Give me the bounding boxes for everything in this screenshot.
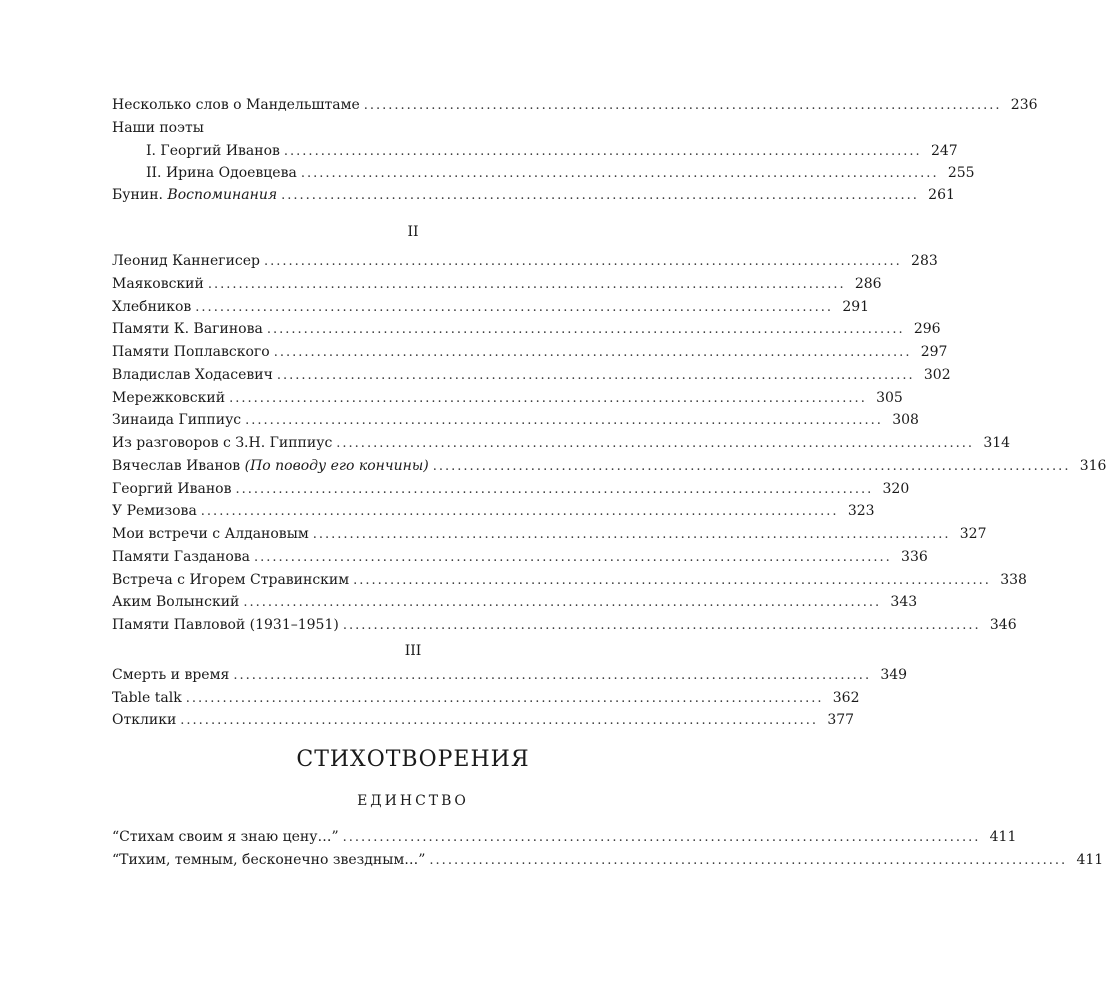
dot-leader: ........................................................................................................	[264, 254, 902, 269]
toc-entry-title	[112, 687, 182, 709]
toc-entry-page: 247	[930, 143, 958, 159]
toc-entry-page: 343	[890, 594, 918, 611]
toc-entry	[112, 318, 941, 340]
toc-entry	[112, 569, 1027, 591]
toc-entry	[112, 591, 918, 613]
toc-entry-title-main: “Стихам своим я знаю цену…”	[112, 829, 339, 845]
toc-entry-page: 323	[847, 503, 875, 520]
toc-entry-page: 377	[827, 712, 855, 728]
toc-entry-title	[112, 409, 241, 431]
toc-entry-page: 320	[882, 480, 910, 497]
toc-entry-title-main: Мережковский	[112, 389, 226, 406]
dot-leader: ........................................................................................................	[342, 618, 981, 633]
dot-leader: ........................................................................................................	[245, 413, 883, 429]
toc-entry	[112, 364, 951, 386]
dot-leader: ........................................................................................................	[312, 527, 951, 542]
toc-entry-title: II. Ирина Одоевцева	[146, 165, 297, 181]
toc-entry-title-italic: Воспоминания	[167, 187, 278, 203]
dot-leader: ........................................................................................................	[195, 299, 834, 315]
dot-leader: ........................................................................................................	[273, 345, 912, 360]
toc-entry-title-main: Памяти К. Вагинова	[112, 321, 263, 338]
toc-entry-title-main: Бунин.	[112, 187, 163, 203]
toc-entry-page: 297	[920, 344, 948, 360]
section-heading-2: II	[407, 224, 419, 240]
toc-entry-title-main: Смерть и время	[112, 667, 230, 683]
toc-entry-title	[112, 614, 339, 636]
dot-leader: ........................................................................................................	[207, 276, 846, 292]
toc-entry	[146, 140, 958, 162]
toc-entry-title-main: Из разговоров с З.Н. Гиппиус	[112, 435, 333, 451]
toc-entry-title	[112, 709, 176, 731]
dot-leader: ........................................................................................................	[336, 436, 975, 451]
toc-entry-title-main: Мои встречи с Алдановым	[112, 526, 309, 542]
dot-leader: ........................................................................................................	[363, 98, 1002, 113]
toc-entry-title	[112, 341, 270, 363]
toc-entry	[112, 614, 1017, 636]
toc-entry-title	[112, 664, 229, 686]
toc-entry-page: 308	[892, 412, 919, 429]
toc-entry	[112, 296, 870, 318]
toc-entry-title-main: Владислав Ходасевич	[112, 366, 273, 383]
toc-entry-page: 261	[928, 187, 955, 203]
toc-entry-title-main: У Ремизова	[112, 503, 197, 520]
toc-entry-page: 302	[923, 366, 951, 383]
toc-entry-page: 236	[1010, 97, 1038, 113]
toc-entry-page: 296	[913, 321, 941, 338]
dot-leader: ........................................................................................................	[266, 322, 905, 338]
toc-entry	[112, 826, 1017, 848]
dot-leader: ........................................................................................................	[432, 458, 1071, 474]
toc-entry-title-main: Памяти Поплавского	[112, 344, 270, 360]
toc-entry-title	[112, 546, 250, 568]
toc-entry-title	[112, 184, 277, 206]
dot-leader: ........................................................................................................	[200, 504, 839, 520]
toc-entry	[112, 849, 1104, 871]
toc-entry-title-main: Георгий Иванов	[112, 480, 232, 497]
toc-group-heading: Наши поэты	[112, 120, 204, 136]
toc-entry-title-main: Леонид Каннегисер	[112, 253, 261, 269]
dot-leader: ........................................................................................................	[233, 668, 872, 683]
toc-entry-title	[112, 273, 204, 295]
toc-entry	[112, 664, 908, 686]
dot-leader: ........................................................................................................	[342, 830, 981, 845]
toc-entry	[112, 500, 875, 522]
toc-entry	[112, 432, 1011, 454]
toc-entry-title-main: Встреча с Игорем Стравинским	[112, 571, 350, 588]
dot-leader: ........................................................................................................	[235, 481, 874, 497]
toc-entry	[112, 273, 882, 295]
part-title: СТИХОТВОРЕНИЯ	[296, 747, 530, 772]
toc-entry-title	[112, 364, 273, 386]
toc-entry-title	[112, 500, 197, 522]
dot-leader: ........................................................................................................	[300, 166, 939, 181]
toc-entry	[112, 546, 928, 568]
toc-entry	[112, 184, 955, 206]
dot-leader: ........................................................................................................	[276, 367, 915, 383]
dot-leader: ........................................................................................................	[283, 144, 922, 159]
toc-entry-page: 411	[1076, 852, 1104, 868]
toc-entry	[112, 250, 938, 272]
toc-entry-title-main: Аким Волынский	[112, 594, 240, 611]
toc-entry	[112, 341, 948, 363]
toc-entry-page: 316	[1079, 457, 1106, 474]
toc-entry-page: 314	[983, 435, 1011, 451]
toc-entry-page: 305	[876, 389, 903, 406]
toc-entry-title	[112, 849, 425, 871]
dot-leader: ........................................................................................................	[281, 188, 919, 203]
toc-entry-page: 411	[989, 829, 1017, 845]
toc-entry	[112, 409, 919, 431]
toc-entry-title: Несколько слов о Мандельштаме	[112, 97, 360, 113]
toc-entry-title-main: Маяковский	[112, 275, 204, 292]
toc-entry-page: 283	[911, 253, 938, 269]
toc-entry-page: 255	[947, 165, 975, 181]
dot-leader: ........................................................................................................	[254, 549, 892, 565]
toc-entry-title	[112, 296, 191, 318]
toc-entry-title-italic: (По поводу его кончины)	[244, 457, 429, 474]
dot-leader: ........................................................................................................	[243, 595, 882, 611]
dot-leader: ........................................................................................................	[229, 390, 867, 406]
toc-entry-page: 346	[989, 617, 1017, 633]
toc-entry	[112, 687, 860, 709]
toc-entry	[146, 162, 975, 184]
toc-entry-title	[112, 478, 231, 500]
toc-entry	[112, 387, 903, 409]
toc-entry-title-main: Table talk	[112, 689, 182, 706]
toc-entry-title-main: Отклики	[112, 712, 177, 728]
toc-entry-title-main: Хлебников	[112, 298, 192, 315]
dot-leader: ........................................................................................................	[180, 713, 819, 728]
toc-entry-title-main: Зинаида Гиппиус	[112, 412, 242, 429]
dot-leader: ........................................................................................................	[353, 572, 991, 588]
toc-entry-page: 327	[959, 526, 987, 542]
toc-entry-title	[112, 523, 309, 545]
toc-entry-title	[112, 432, 332, 454]
toc-entry-title-main: Памяти Павловой (1931–1951)	[112, 617, 339, 633]
toc-entry-page: 349	[880, 667, 908, 683]
toc-entry-page: 291	[842, 298, 870, 315]
toc-entry-title-main: “Тихим, темным, бесконечно звездным…”	[112, 852, 426, 868]
toc-entry-page: 286	[854, 275, 882, 292]
toc-entry-title	[112, 591, 239, 613]
toc-entry-title	[112, 826, 339, 848]
toc-entry	[112, 523, 987, 545]
dot-leader: ........................................................................................................	[429, 853, 1068, 868]
toc-entry-page: 362	[832, 689, 860, 706]
toc-entry	[112, 478, 910, 500]
toc-entry-page: 336	[901, 548, 928, 565]
toc-entry	[112, 455, 1106, 477]
toc-entry-title-main: Вячеслав Иванов	[112, 457, 241, 474]
toc-entry-title	[112, 455, 429, 477]
collection-title: ЕДИНСТВО	[357, 793, 469, 809]
toc-entry	[112, 94, 1038, 116]
section-heading-3: III	[404, 643, 422, 659]
toc-entry-title	[112, 387, 225, 409]
toc-entry	[112, 709, 855, 731]
dot-leader: ........................................................................................................	[185, 690, 824, 706]
toc-entry-title	[112, 318, 263, 340]
toc-entry-page: 338	[1000, 571, 1027, 588]
toc-entry-title	[112, 569, 349, 591]
toc-entry-title	[112, 250, 260, 272]
toc-entry-title: I. Георгий Иванов	[146, 143, 280, 159]
toc-entry-title-main: Памяти Газданова	[112, 548, 251, 565]
